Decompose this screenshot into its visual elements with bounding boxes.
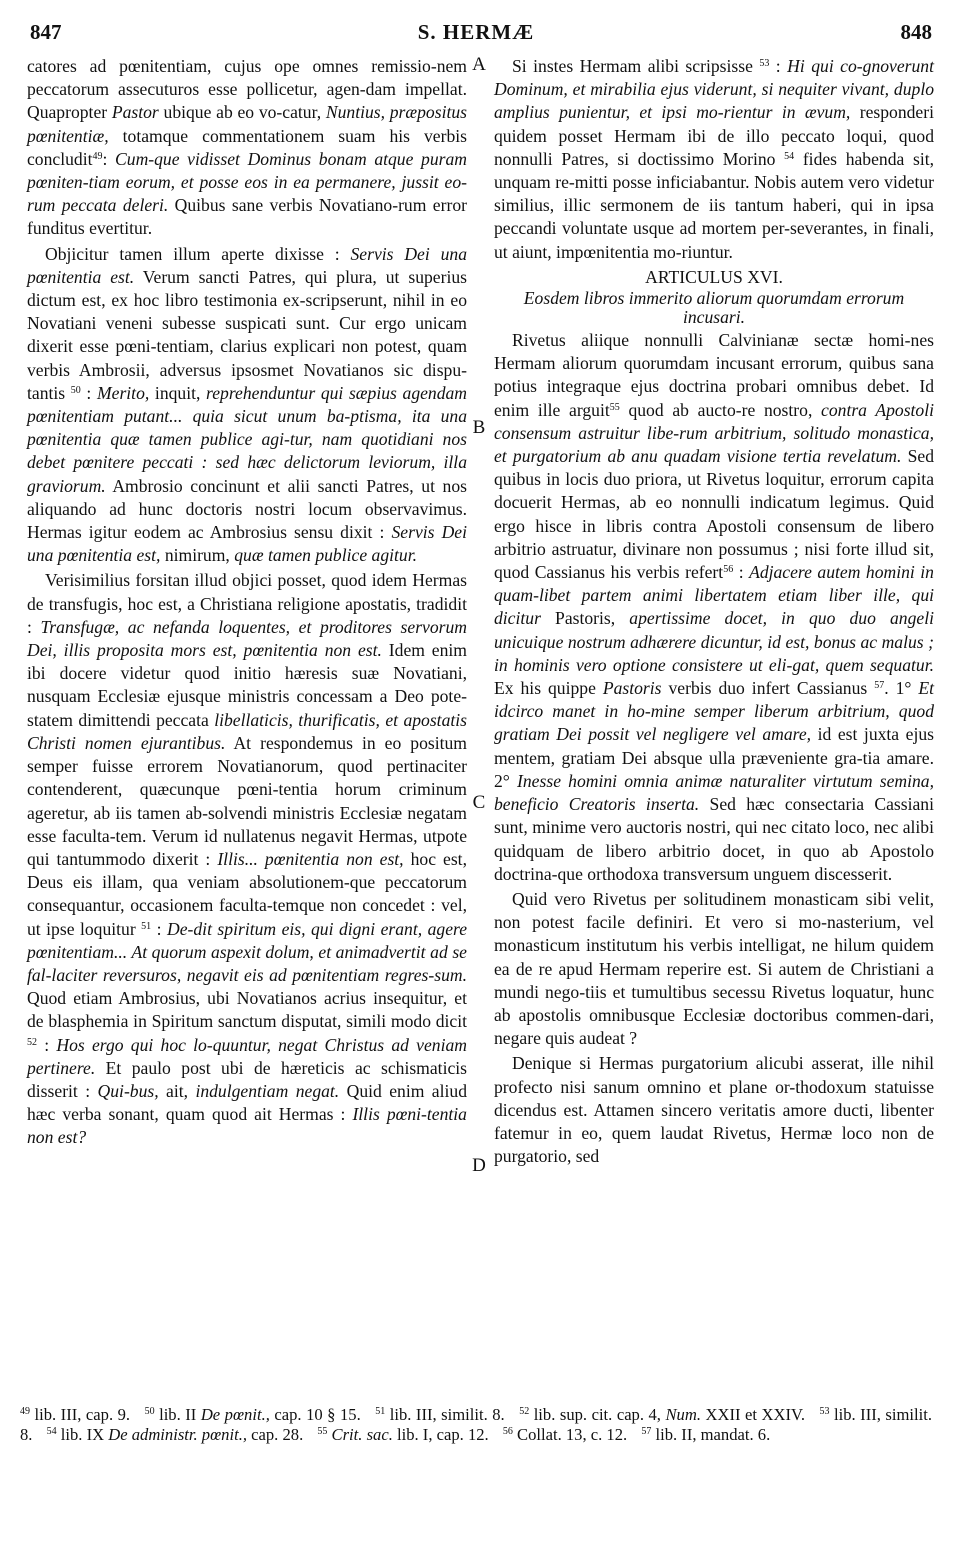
italic-text: De pœnit., (200, 1405, 270, 1424)
italic-text: Transfugæ, ac nefanda loquentes, et proditores servorum Dei, illis proposita mors est, pœnitentia non est. (27, 616, 467, 661)
italic-text: Servis Dei una pœnitentia est, (27, 522, 467, 566)
page-number-left: 847 (30, 20, 62, 44)
footnote-ref: 49 (20, 1406, 30, 1417)
italic-text: Illis... pœnitentia non est, (217, 848, 404, 869)
footnote-ref: 52 (519, 1406, 530, 1417)
italic-text: reprehenduntur qui sæpius agendam pœnitentiam putant... quia sicut unum ba-ptisma, ita una pœnitentia quæ tamen publice agi-tur, nam quotidiani nos debet pœnitere peccati : sed hæc delictorum leviorum, illa graviorum. (27, 382, 468, 496)
running-title: S. HERMÆ (417, 20, 535, 44)
footnotes (20, 1405, 932, 1444)
italic-text: indulgentiam negat. (195, 1080, 340, 1101)
right-column (494, 55, 934, 1168)
margin-letter-c: C (472, 792, 486, 813)
italic-text: Servis Dei una pœnitentia est. (27, 243, 467, 287)
footnote-ref: 53 (819, 1406, 830, 1417)
italic-text: contra Apostoli consensum astruitur libe-rum arbitrium, solitudo monastica, et purgatorium ab anu quadam visione tertia revelatum. (494, 399, 935, 467)
margin-letter-b: B (472, 417, 486, 438)
italic-text: De administr. pœnit., (108, 1424, 247, 1444)
italic-text: libellaticis, thurificatis, et apostatis Christi nomen ejurantibus. (27, 709, 467, 753)
italic-text: Pastoris (602, 678, 662, 699)
italic-text: Cum-que vidisset Dominus bonam atque puram pœniten-tiam eorum, et posse eos in ea permanere, jussit eo-rum peccata deleri. (27, 148, 467, 216)
footnote-ref: 55 (609, 401, 620, 413)
footnote: $^{57}$ lib. II, mandat. 6. (641, 1424, 771, 1444)
italic-text: Adjacere autem homini in quam-libet partem animi libertatem etiam liber ille, qui dicitur (494, 562, 934, 629)
italic-text: Inesse homini omnia animæ naturaliter virtutum semina, beneficio Creatoris inserta. (494, 770, 934, 815)
page-header (20, 20, 932, 50)
left-column (27, 55, 467, 1150)
footnote: $^{52}$ lib. sup. cit. cap. 4, Num. XXII et XXIV. (519, 1405, 805, 1424)
footnote: $^{50}$ lib. II De pœnit., cap. 10 § 15. (144, 1405, 361, 1424)
paragraph: catores ad pœnitentiam, cujus ope omnes remissio-nem peccatorum assecuturos esse pollicetur, agen-dam impellat. Quapropter Pastor ubique ab eo vo-catur, Nuntius, præpositus pœnitentiæ, totamque commentationem suam his verbis concludit$^{49}$: Cum-que vidisset Dominus bonam atque puram pœniten-tiam eorum, et posse eos in ea permanere, jussit eo-rum peccata deleri. Quibus sane verbis Novatiano-rum error funditus evertitur. (27, 56, 467, 239)
margin-letter-a: A (472, 54, 486, 75)
page-number-right: 848 (900, 20, 932, 44)
italic-text: quæ tamen publice agitur. (234, 545, 417, 566)
footnote-ref: 56 (502, 1425, 513, 1437)
footnote: $^{49}$ lib. III, cap. 9. (20, 1405, 131, 1424)
footnote: $^{54}$ lib. IX De administr. pœnit., cap. 28. (46, 1424, 304, 1444)
italic-text: Hi qui co-gnoverunt Dominum, et mirabilia ejus viderunt, si nequiter vivant, duplo amplius punientur, et ipsi mo-rientur in ævum, (494, 56, 934, 123)
paragraph: Objicitur tamen illum aperte dixisse : Servis Dei una pœnitentia est. Verum sancti Patres, qui plura, ut superius dictum est, ex hoc libro testimonia ex-scripserunt, nihil in eo Novatiani veneni subesse suspicati sunt. Cur ergo unicam dixerit esse pœni-tentiam, clarius explicari non potest, quam verbis Ambrosii, adversus ipsosmet Novatianos sic dispu-tantis $^{50}$ : Merito, inquit, reprehenduntur qui sæpius agendam pœnitentiam putant... quia sicut unum ba-ptisma, ita una pœnitentia quæ tamen publice agi-tur, nam quotidiani nos debet pœnitere peccati : sed hæc delictorum leviorum, illa graviorum. Ambrosio concinunt et alii sancti Patres, ut nos aliquando ad hunc doctoris nostri locum observavimus. Hermas igitur eodem ac Ambrosius sensu dixit : Servis Dei una pœnitentia est, nimirum, quæ tamen publice agitur. (27, 243, 468, 566)
footnote-ref: 51 (375, 1406, 386, 1417)
paragraph: Si instes Hermam alibi scripsisse $^{53}$ : Hi qui co-gnoverunt Dominum, et mirabilia ejus viderunt, si nequiter vivant, duplo amplius punientur, et ipsi mo-rientur in ævum, responderi quidem posset Hermam ibi de illo peccato loqui, quod nonnulli Patres, si doctissimo Morino $^{54}$ fides habenda sit, unquam re-mitti posse inficiabantur. Nobis autem vero videtur similius, illic sermonem de iis tantum haberi, qui in ipsa peccandi voluntate usque ad mortem per-severantes, in finali, ut aiunt, impœnitentia mo-riuntur. (494, 56, 935, 262)
italic-text: Qui-bus, (97, 1080, 159, 1101)
footnote-ref: 53 (759, 58, 770, 69)
italic-text: apertissime docet, in quo duo angeli unicuique nostrum adhærere dicuntur, id est, bonus ac malus ; in hominis vero optione consistere ut eli-gat, quem sequatur. (494, 608, 934, 675)
footnote-ref: 57 (641, 1425, 652, 1437)
footnote: $^{55}$ Crit. sac. lib. I, cap. 12. (317, 1424, 489, 1444)
italic-text: Pastor (111, 102, 159, 123)
italic-text: Hos ergo qui hoc lo-quuntur, negat Christus ad veniam pertinere. (27, 1034, 467, 1078)
paragraph: Verisimilius forsitan illud objici posset, quod idem Hermas de transfugis, hoc est, a Christiana religione apostatis, tradidit : Transfugæ, ac nefanda loquentes, et proditores servorum Dei, illis proposita mors est, pœnitentia non est. Idem enim ibi docere videtur quod initio hæresis suæ Novatiani, nusquam Ecclesiæ ejusque ministris concessam a Deo pote-statem dimittendi peccata libellaticis, thurificatis, et apostatis Christi nomen ejurantibus. At respondemus in eo positum semper fuisse errorem Novatianorum, quod pertinaciter contenderent, quæcunque pœni-tentia horum criminum ageretur, ab iis tamen ab-solvendi ministris Ecclesiæ negatam esse facultа-tem. Verum id nullatenus negavit Hermas, utpote qui tantummodo dixerit : Illis... pœnitentia non est, hoc est, Deus eis illam, qua veniam absolutionem-que peccatorum consequantur, occasionem faculta-temque non concedet : vel, ut ipse loquitur $^{51}$ : De-dit spiritum eis, qui digni erant, agere pœnitentiam... At quorum aspexit dolum, et animadvertit ad se fal-laciter reversuros, negavit eis ad pœnitentiam regres-sum. Quod etiam Ambrosius, ubi Novatianos acrius insequitur, et de blasphemia in Spiritum sanctum disputat, simili modo dicit $^{52}$ : Hos ergo qui hoc lo-quuntur, negat Christus ad veniam pertinere. Et paulo post ubi de hæreticis ac schismaticis disserit : Qui-bus, ait, indulgentiam negat. Quid enim aliud hæc verba sonant, quam quod ait Hermas : Illis pœni-tentia non est? (27, 570, 468, 1148)
footnote-ref: 55 (317, 1425, 328, 1437)
italic-text: Crit. sac. (331, 1424, 393, 1444)
footnote-ref: 50 (144, 1406, 155, 1417)
margin-letter-d: D (472, 1155, 486, 1176)
section-subheading: Eosdem libros immerito aliorum quorumdam errorum incusari. (523, 288, 905, 328)
footnote-ref: 50 (70, 384, 81, 396)
footnote-ref: 54 (46, 1425, 57, 1437)
footnote-ref: 52 (27, 1036, 37, 1048)
footnote: $^{53}$ lib. III, similit. 8. (20, 1405, 932, 1444)
footnote-ref: 54 (784, 150, 795, 162)
footnote-ref: 56 (723, 564, 734, 576)
paragraph: Denique si Hermas purgatorium alicubi asserat, ille nihil profecto nisi sanum omnino et plane or-thodoxum statuisse dicendus est. Attamen sincero veritatis amore ducti, libenter fatemur in eo, quem laudat Rivetus, Hermæ loco non de purgatorio, sed (494, 1053, 934, 1167)
italic-text: Merito, (96, 382, 150, 403)
section-heading: ARTICULUS XVI. (645, 266, 783, 287)
paragraph: Rivetus aliique nonnulli Calvinianæ sectæ homi-nes Hermam aliorum quorumdam incusant errorum, quibus sana potius integraque ejus doctrina probari omnibus debet. Id enim ille arguit$^{55}$ quod ab aucto-re nostro, contra Apostoli consensum astruitur libe-rum arbitrium, solitudo monastica, et purgatorium ab anu quadam visione tertia revelatum. Sed quibus in locis duo priora, ut Rivetus loquitur, errorum capita docuerit Hermas, ab eo nonnulli indicatum legimus. Quid ergo hisce in libris contra Apostoli consensum de libero arbitrio astruatur, divinare non possumus ; nisi forte illud sit, quod Cassianus his verbis refert$^{56}$ : Adjacere autem homini in quam-libet partem animi libertatem etiam liber ille, qui dicitur Pastoris, apertissime docet, in quo duo angeli unicuique nostrum adhærere dicuntur, id est, bonus ac malus ; in hominis vero optione consistere ut eli-gat, quem sequatur. Ex his quippe Pastoris verbis duo infert Cassianus $^{57}$. 1° Et idcirco manet in ho-mine semper liberum arbitrium, quod gratiam Dei possit vel negligere vel amare, id est juxta ejus mentem, gratiam Dei absque ulla præveniente gra-tia amare. 2° Inesse homini omnia animæ naturaliter virtutum semina, beneficio Creatoris inserta. Sed hæc consectaria Cassiani sunt, minime vero auctoris nostri, qui nec citato loco, nec alibi quidquam de libero arbitrio docet, in quo ab Apostolo doctrina-que orthodoxa transversum unguem discesserit. (494, 330, 935, 884)
footnote-ref: 57 (874, 680, 885, 692)
italic-text: Illis pœni-tentia non est? (27, 1104, 467, 1148)
paragraph: Quid vero Rivetus per solitudinem monasticam sibi velit, non potest facile definiri. Et vero si mo-nasterium, vel monasticum institutum his verbis intelligat, ne hilum quidem ea de re apud Hermam reperire est. Si autem de Christiani a mundi nego-tiis et tumultibus secessu Rivetus loquatur, hunc ab apostolis omnibusque Ecclesiæ doctoribus commen-dari, negare quis audeat ? (494, 888, 934, 1049)
footnote: $^{51}$ lib. III, similit. 8. (375, 1405, 505, 1424)
italic-text: Et idcirco manet in ho-mine semper liberum arbitrium, quod gratiam Dei possit vel negligere vel amare, (494, 678, 935, 745)
italic-text: Num. (665, 1405, 701, 1424)
footnote-ref: 51 (141, 920, 152, 932)
italic-text: De-dit spiritum eis, qui digni erant, agere pœnitentiam... At quorum aspexit dolum, et animadvertit ad se fal-laciter reversuros, negavit eis ad pœnitentiam regres-sum. (27, 918, 468, 985)
footnote-ref: 49 (92, 150, 103, 162)
italic-text: Nuntius, præpositus pœnitentiæ, (27, 102, 467, 146)
footnote: $^{56}$ Collat. 13, c. 12. (502, 1424, 628, 1444)
